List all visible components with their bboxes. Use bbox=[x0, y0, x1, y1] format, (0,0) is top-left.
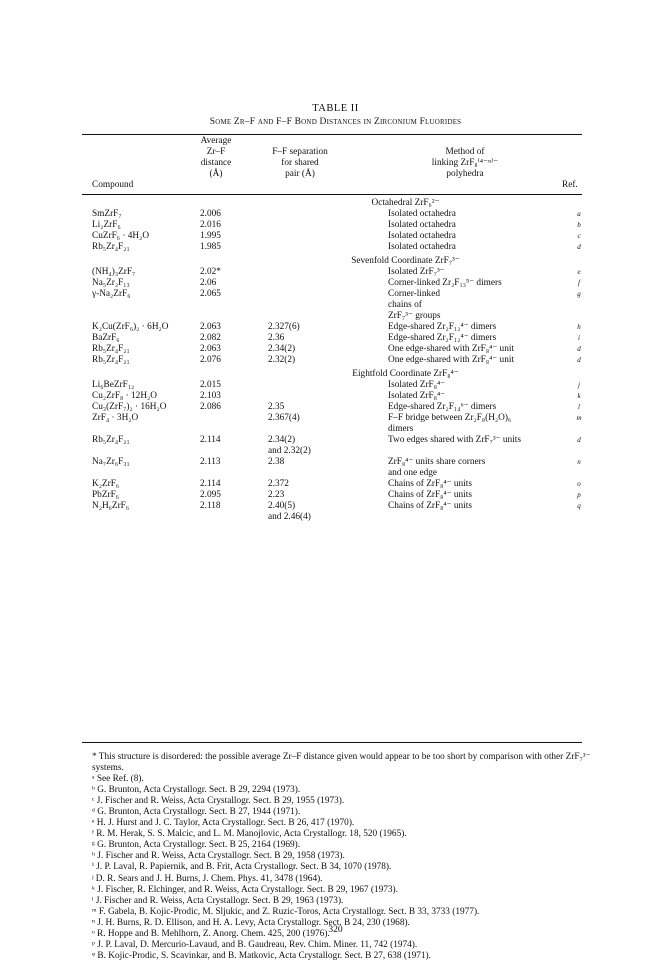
cell-separation: 2.36 bbox=[268, 333, 285, 343]
footnote-reference: ˡ J. Fischer and R. Weiss, Acta Crystallogr. Sect. B 29, 1963 (1973). bbox=[92, 895, 344, 906]
cell-method: Isolated ZrF₈⁴⁻ bbox=[388, 391, 446, 401]
header-method bbox=[395, 147, 535, 180]
cell-method: and one edge bbox=[388, 468, 438, 478]
cell-distance: 2.114 bbox=[200, 479, 221, 489]
cell-separation: 2.34(2) bbox=[268, 344, 296, 354]
table-title: Some Zr–F and F–F Bond Distances in Zirconium Fluorides bbox=[209, 117, 462, 127]
cell-compound: N₂H₆ZrF₆ bbox=[92, 501, 130, 511]
footnote-reference: ᶜ J. Fischer and R. Weiss, Acta Crystallogr. Sect. B 29, 1955 (1973). bbox=[92, 796, 345, 807]
header-method-line: polyhedra bbox=[446, 169, 484, 179]
footnote-reference: ᵖ J. P. Laval, D. Mercurio-Lavaud, and B. Gaudreau, Rev. Chim. Miner. 11, 742 (1974). bbox=[92, 939, 418, 950]
cell-method: Isolated ZrF₇³⁻ bbox=[388, 267, 445, 277]
cell-method: Isolated octahedra bbox=[388, 220, 456, 230]
cell-separation: and 2.32(2) bbox=[268, 446, 311, 456]
cell-method: One edge-shared with ZrF₈⁴⁻ unit bbox=[388, 344, 515, 354]
cell-distance: 2.118 bbox=[200, 501, 221, 511]
cell-method: Isolated octahedra bbox=[388, 231, 456, 241]
cell-distance: 2.082 bbox=[200, 333, 221, 343]
cell-separation: and 2.46(4) bbox=[268, 512, 311, 522]
footnote-reference: ᵇ G. Brunton, Acta Crystallogr. Sect. B 29, 2294 (1973). bbox=[92, 785, 301, 796]
cell-distance: 2.06 bbox=[200, 278, 217, 288]
cell-ref: i bbox=[578, 334, 580, 342]
header-separation-line: F–F separation bbox=[272, 147, 328, 157]
cell-compound: ZrF₄ · 3H₂O bbox=[92, 413, 139, 423]
footnote-reference: ᵒ R. Hoppe and B. Mehlhorn, Z. Anorg. Chem. 425, 200 (1976). bbox=[92, 928, 330, 939]
cell-distance: 2.103 bbox=[200, 391, 221, 401]
cell-method: Chains of ZrF₈⁴⁻ units bbox=[388, 501, 472, 511]
cell-ref: j bbox=[578, 381, 580, 389]
footnote-reference: ᵏ J. Fischer, R. Elchinger, and R. Weiss, Acta Crystallogr. Sect. B 29, 1967 (1973). bbox=[92, 884, 398, 895]
cell-distance: 2.006 bbox=[200, 209, 221, 219]
cell-method: Chains of ZrF₈⁴⁻ units bbox=[388, 490, 472, 500]
cell-ref: m bbox=[576, 414, 582, 422]
cell-method: One edge-shared with ZrF₈⁴⁻ unit bbox=[388, 355, 515, 365]
page-number: 320 bbox=[328, 925, 343, 935]
cell-ref: a bbox=[577, 210, 581, 218]
footnote-reference: ⁿ J. H. Burns, R. D. Ellison, and H. A. Levy, Acta Crystallogr. Sect. B 24, 230 (1968). bbox=[92, 917, 410, 928]
cell-compound: K₂ZrF₆ bbox=[92, 479, 120, 489]
header-distance-line: Average bbox=[200, 136, 232, 146]
footnote-reference: ⁱ J. P. Laval, R. Papiernik, and B. Frit, Acta Crystallogr. Sect. B 34, 1070 (1978). bbox=[92, 862, 392, 873]
cell-compound: Rb₅Zr₄F₂₁ bbox=[92, 344, 130, 354]
cell-ref: d bbox=[577, 436, 581, 444]
cell-ref: q bbox=[577, 502, 581, 510]
cell-method: Isolated octahedra bbox=[388, 209, 456, 219]
cell-compound: Cu₂ZrF₈ · 12H₂O bbox=[92, 391, 157, 401]
cell-compound: PbZrF₆ bbox=[92, 490, 120, 500]
cell-ref: h bbox=[577, 323, 581, 331]
cell-distance: 2.063 bbox=[200, 322, 221, 332]
cell-method: chains of bbox=[388, 300, 422, 310]
cell-compound: Rb₅Zr₄F₂₁ bbox=[92, 242, 130, 252]
cell-ref: o bbox=[577, 480, 581, 488]
cell-ref: l bbox=[578, 403, 580, 411]
cell-method: Corner-linked Zr₂F₁₃⁵⁻ dimers bbox=[388, 278, 502, 288]
cell-ref: d bbox=[577, 243, 581, 251]
footnote-reference: ᵉ H. J. Hurst and J. C. Taylor, Acta Crystallogr. Sect. B 26, 417 (1970). bbox=[92, 818, 355, 829]
header-method-line: Method of bbox=[445, 147, 485, 157]
footnote-star: * This structure is disordered: the possible average Zr–F distance given would appear to be too short by comparison with other ZrF₇³⁻ systems. bbox=[92, 752, 591, 774]
cell-ref: k bbox=[577, 392, 581, 400]
bottom-rule bbox=[82, 742, 582, 743]
cell-separation: 2.23 bbox=[268, 490, 285, 500]
footnote-reference: ʲ D. R. Sears and J. H. Burns, J. Chem. Phys. 41, 3478 (1964). bbox=[92, 873, 323, 884]
section-heading bbox=[0, 197, 671, 208]
cell-separation: 2.34(2) bbox=[268, 435, 296, 445]
cell-separation: 2.367(4) bbox=[268, 413, 300, 423]
section-heading-text: Eightfold Coordinate ZrF₈⁴⁻ bbox=[352, 369, 459, 379]
cell-distance: 2.095 bbox=[200, 490, 221, 500]
cell-compound: Na₅Zr₂F₁₃ bbox=[92, 278, 130, 288]
cell-ref: f bbox=[578, 279, 580, 287]
footnote-reference: ᵠ B. Kojic-Prodic, S. Scavinkar, and B. Matkovic, Acta Crystallogr. Sect. B 27, 638 (1971). bbox=[92, 950, 431, 961]
cell-ref: d bbox=[577, 345, 581, 353]
cell-separation: 2.32(2) bbox=[268, 355, 296, 365]
cell-compound: BaZrF₆ bbox=[92, 333, 120, 343]
cell-distance: 2.076 bbox=[200, 355, 221, 365]
cell-distance: 2.063 bbox=[200, 344, 221, 354]
header-separation-line: pair (Å) bbox=[285, 169, 315, 179]
cell-method: Isolated octahedra bbox=[388, 242, 456, 252]
cell-method: Two edges shared with ZrF₇³⁻ units bbox=[388, 435, 521, 445]
cell-distance: 2.02* bbox=[200, 267, 221, 277]
cell-compound: Li₂ZrF₆ bbox=[92, 220, 121, 230]
footnote-reference: ᶠ R. M. Herak, S. S. Malcic, and L. M. Manojlovic, Acta Crystallogr. 18, 520 (1965). bbox=[92, 829, 407, 840]
cell-distance: 1.985 bbox=[200, 242, 221, 252]
cell-method: dimers bbox=[388, 424, 414, 434]
cell-ref: e bbox=[577, 268, 581, 276]
header-compound: Compound bbox=[92, 180, 134, 190]
cell-method: Edge-shared Zr₂F₁₄⁶⁻ dimers bbox=[388, 402, 497, 412]
header-ref: Ref. bbox=[562, 180, 578, 190]
cell-ref: p bbox=[577, 491, 581, 499]
cell-ref: g bbox=[577, 290, 581, 298]
cell-distance: 1.995 bbox=[200, 231, 221, 241]
footnote-reference: ᵍ G. Brunton, Acta Crystallogr. Sect. B 25, 2164 (1969). bbox=[92, 840, 301, 851]
cell-separation: 2.327(6) bbox=[268, 322, 300, 332]
section-heading-text: Sevenfold Coordinate ZrF₇³⁻ bbox=[351, 256, 460, 266]
header-rule bbox=[82, 194, 582, 195]
cell-compound: Rb₅Zr₄F₂₁ bbox=[92, 435, 130, 445]
footnote-reference: ʰ J. Fischer and R. Weiss, Acta Crystallogr. Sect. B 29, 1958 (1973). bbox=[92, 851, 345, 862]
header-distance bbox=[176, 136, 256, 180]
footnote-reference: ᵈ G. Brunton, Acta Crystallogr. Sect. B 27, 1944 (1971). bbox=[92, 807, 301, 818]
cell-method: Edge-shared Zr₂F₁₂⁴⁻ dimers bbox=[388, 333, 497, 343]
cell-compound: K₂Cu(ZrF₆)₂ · 6H₂O bbox=[92, 322, 169, 332]
cell-ref: c bbox=[577, 232, 581, 240]
cell-distance: 2.114 bbox=[200, 435, 221, 445]
cell-method: Chains of ZrF₈⁴⁻ units bbox=[388, 479, 472, 489]
cell-ref: n bbox=[577, 458, 581, 466]
section-heading bbox=[0, 255, 671, 266]
cell-distance: 2.113 bbox=[200, 457, 221, 467]
cell-compound: (NH₄)₃ZrF₇ bbox=[92, 267, 136, 277]
header-distance-line: (Å) bbox=[209, 169, 223, 179]
header-method-line: linking ZrF₈⁽⁴⁻ⁿ⁾⁻ bbox=[431, 158, 499, 168]
cell-distance: 2.015 bbox=[200, 380, 221, 390]
cell-distance: 2.016 bbox=[200, 220, 221, 230]
header-distance-line: distance bbox=[200, 158, 232, 168]
cell-separation: 2.40(5) bbox=[268, 501, 296, 511]
section-heading bbox=[0, 368, 671, 379]
cell-separation: 2.38 bbox=[268, 457, 285, 467]
cell-compound: Na₇Zr₆F₃₁ bbox=[92, 457, 130, 467]
cell-method: Corner-linked bbox=[388, 289, 440, 299]
cell-separation: 2.372 bbox=[268, 479, 289, 489]
footnote-reference: ᵐ F. Gabela, B. Kojic-Prodic, M. Sljukic, and Z. Ruzic-Toros, Acta Crystallogr. Sect. B 33, 3733 (1977). bbox=[92, 906, 480, 917]
cell-method: Edge-shared Zr₂F₁₂⁴⁻ dimers bbox=[388, 322, 497, 332]
cell-method: Isolated ZrF₈⁴⁻ bbox=[388, 380, 446, 390]
cell-ref: b bbox=[577, 221, 581, 229]
cell-compound: CuZrF₆ · 4H₂O bbox=[92, 231, 150, 241]
cell-distance: 2.065 bbox=[200, 289, 221, 299]
table-label: TABLE II bbox=[312, 103, 359, 114]
cell-compound: Li₆BeZrF₁₂ bbox=[92, 380, 135, 390]
header-separation-line: for shared bbox=[281, 158, 319, 168]
cell-ref: d bbox=[577, 356, 581, 364]
cell-compound: γ-Na₂ZrF₆ bbox=[92, 289, 131, 299]
top-rule bbox=[82, 134, 582, 135]
cell-compound: Cu₃(ZrF₇)₂ · 16H₂O bbox=[92, 402, 167, 412]
cell-method: ZrF₈⁴⁻ units share corners bbox=[388, 457, 486, 467]
cell-separation: 2.35 bbox=[268, 402, 285, 412]
header-separation bbox=[250, 147, 350, 180]
cell-method: ZrF₇³⁻ groups bbox=[388, 311, 441, 321]
section-heading-text: Octahedral ZrF₆²⁻ bbox=[371, 198, 440, 208]
footnote-reference: ᵃ See Ref. (8). bbox=[92, 774, 144, 785]
header-distance-line: Zr–F bbox=[206, 147, 226, 157]
cell-compound: Rb₅Zr₄F₂₁ bbox=[92, 355, 130, 365]
cell-compound: SmZrF₇ bbox=[92, 209, 122, 219]
cell-distance: 2.086 bbox=[200, 402, 221, 412]
cell-method: F–F bridge between Zr₂F₈(H₂O)₆ bbox=[388, 413, 512, 423]
